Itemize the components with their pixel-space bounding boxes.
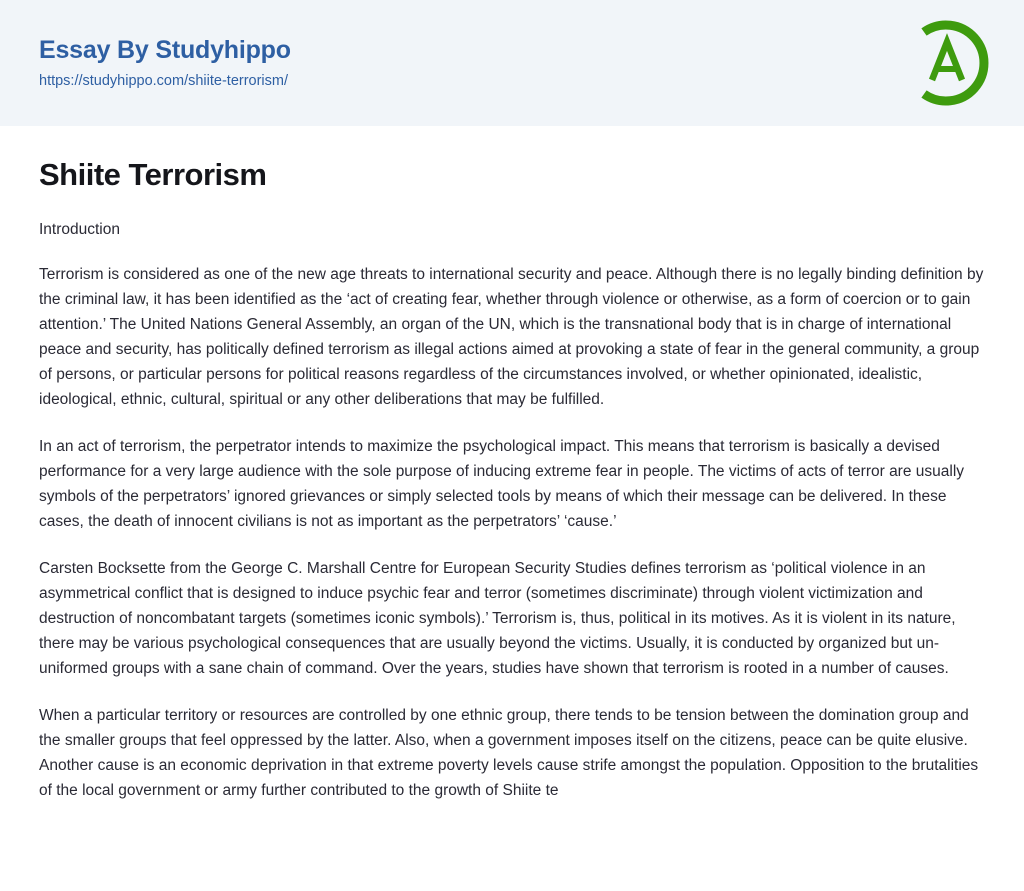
paragraph: In an act of terrorism, the perpetrator intends to maximize the psychological impact. This means that terrorism is basically a devised performance for a very large audience with the sole purpose of inducing extreme fear in people. The victims of acts of terror are usually symbols of the perpetrators’ ignored grievances or simply selected tools by means of which their message can be delivered. In these cases, the death of innocent civilians is not as important as the perpetrators’ ‘cause.’ — [39, 438, 965, 531]
brand-title: Essay By Studyhippo — [39, 36, 291, 65]
source-url-link[interactable]: https://studyhippo.com/shiite-terrorism/ — [39, 73, 289, 90]
studyhippo-a-circle-logo-icon — [902, 18, 992, 108]
essay-body — [39, 262, 984, 803]
paragraph: Terrorism is considered as one of the new age threats to international security and peace. Although there is no legally binding definition by the criminal law, it has been identified as the ‘act of creating fear, whether through violence or otherwise, as a form of coercion or to gain attention.’ The United Nations General Assembly, an organ of the UN, which is the transnational body that is in charge of international peace and security, has politically defined terrorism as illegal actions aimed at provoking a state of fear in the general community, a group of persons, or particular persons for political reasons regardless of the circumstances involved, or whether opinionated, idealistic, ideological, ethnic, cultural, spiritual or any other deliberations that may be fulfilled. — [39, 266, 984, 409]
section-heading-introduction: Introduction — [39, 220, 120, 238]
essay-article — [0, 156, 1024, 803]
studyhippo-logo[interactable] — [902, 18, 992, 108]
paragraph: When a particular territory or resources are controlled by one ethnic group, there tends to be tension between the domination group and the smaller groups that feel oppressed by the latter. Also, when a government imposes itself on the citizens, peace can be quite elusive. Another cause is an economic deprivation in that extreme poverty levels cause strife amongst the population. Opposition to the brutalities of the local government or army further contributed to the growth of Shiite te — [39, 707, 979, 800]
site-header — [0, 0, 1024, 126]
paragraph: Carsten Bocksette from the George C. Marshall Centre for European Security Studies defines terrorism as ‘political violence in an asymmetrical conflict that is designed to induce psychic fear and terror (sometimes discriminate) through violent victimization and destruction of noncombatant targets (sometimes iconic symbols).’ Terrorism is, thus, political in its motives. As it is violent in its nature, there may be various psychological consequences that are usually beyond the victims. Usually, it is conducted by organized but un-uniformed groups with a sane chain of command. Over the years, studies have shown that terrorism is rooted in a number of causes. — [39, 560, 956, 678]
page-title: Shiite Terrorism — [39, 157, 267, 192]
header-brand-block — [39, 0, 291, 126]
